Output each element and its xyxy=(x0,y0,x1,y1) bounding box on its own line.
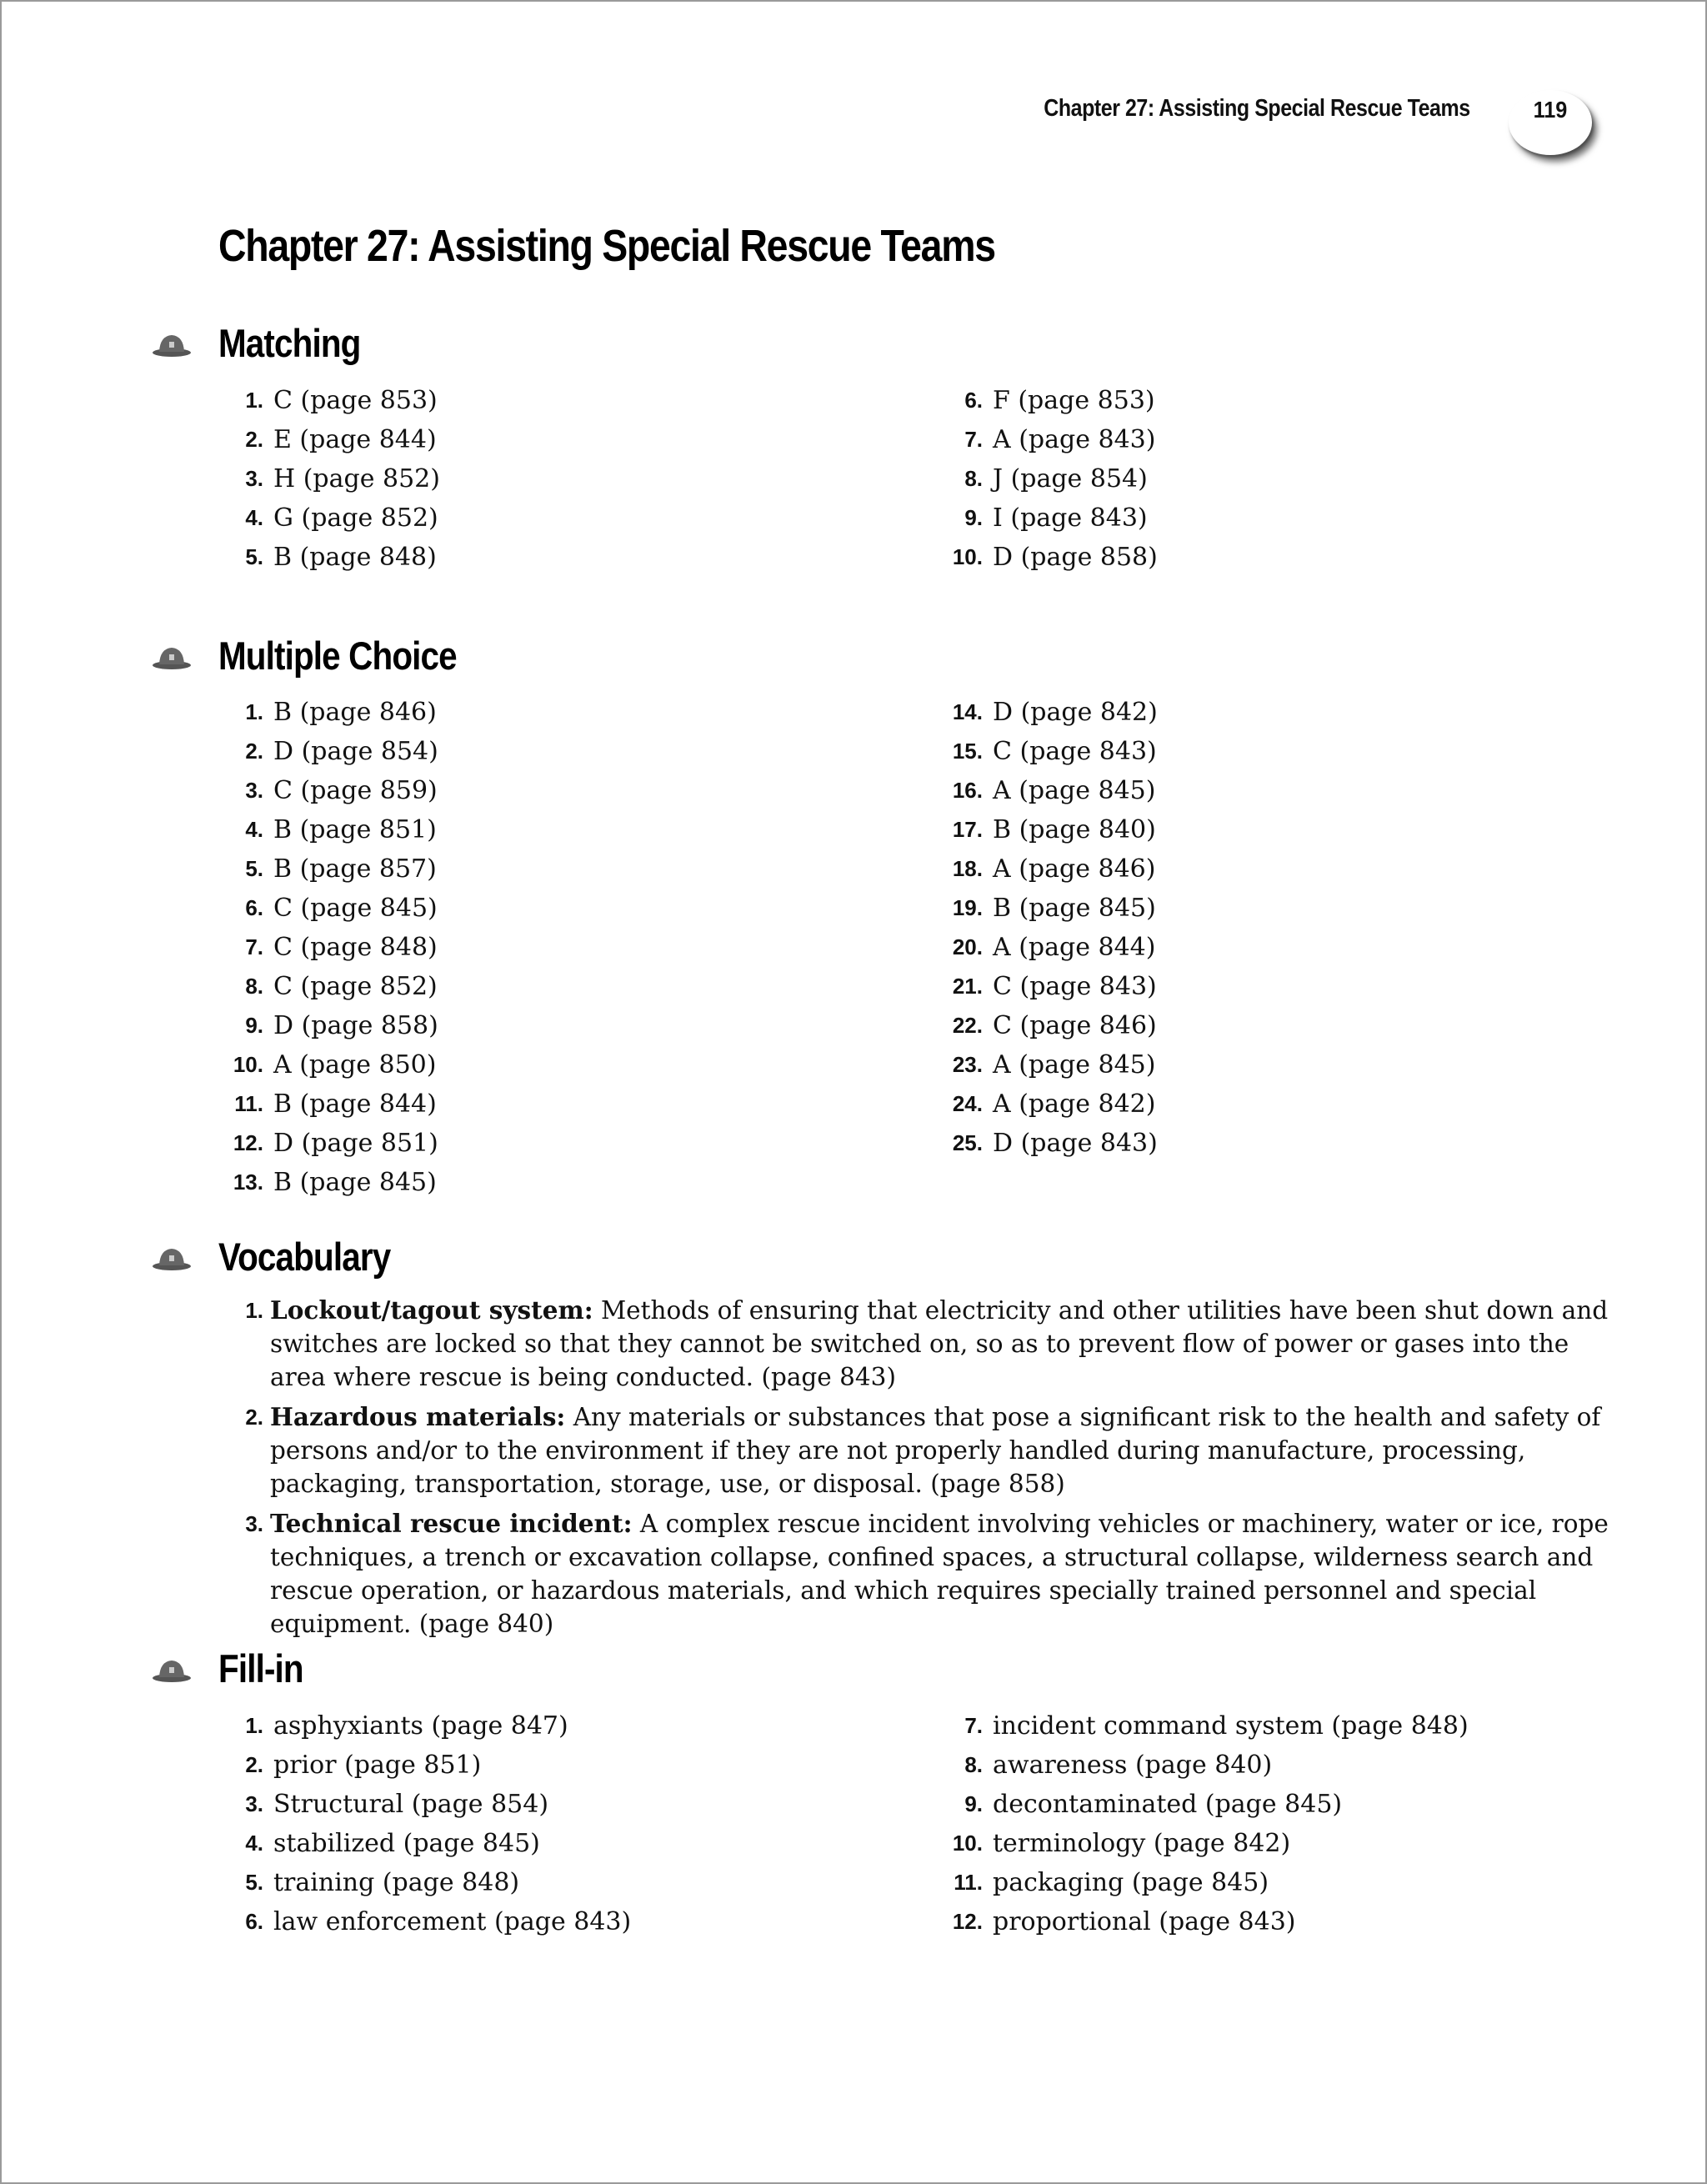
vocabulary-term: Hazardous materials: xyxy=(270,1402,566,1431)
item-number: 16. xyxy=(952,778,983,803)
vocabulary-definition: A complex rescue incident involving vehicles or machinery, water or ice, rope techniques, a trench or excavation collapse, confined spaces, a structural collapse, wilderness search and rescue operation, or hazardous materials, and which requires specially trained personnel and special equipment. (page 840) xyxy=(270,1510,1609,1638)
answer-item xyxy=(218,1785,631,1824)
answer-item xyxy=(938,1124,1158,1163)
vocabulary-definition: Methods of ensuring that electricity and other utilities have been shut down and switches are locked so that they cannot be switched on, so as to prevent flow of power or gases into the area where rescue is being conducted. (page 843) xyxy=(270,1296,1609,1391)
answer-text: proportional (page 843) xyxy=(993,1907,1296,1936)
fill-in-list-right xyxy=(938,1706,1469,1941)
answer-item xyxy=(938,420,1158,459)
answer-text: D (page 858) xyxy=(993,543,1158,572)
answer-text: J (page 854) xyxy=(993,464,1148,493)
answer-item xyxy=(218,810,438,849)
helmet-icon xyxy=(152,332,192,358)
vocabulary-term: Lockout/tagout system: xyxy=(270,1295,593,1325)
answer-item xyxy=(218,849,438,889)
answer-item xyxy=(218,538,440,577)
answer-text: B (page 844) xyxy=(273,1089,437,1119)
answer-text: B (page 848) xyxy=(273,543,437,572)
answer-item xyxy=(938,1902,1469,1941)
item-number: 9. xyxy=(245,1013,263,1038)
answer-text: A (page 842) xyxy=(993,1089,1156,1119)
helmet-icon xyxy=(152,1657,192,1684)
item-number: 12. xyxy=(233,1130,263,1155)
answer-text: stabilized (page 845) xyxy=(273,1829,540,1858)
answer-item xyxy=(938,1045,1158,1084)
answer-text: training (page 848) xyxy=(273,1868,520,1897)
answer-text: B (page 851) xyxy=(273,815,437,844)
answer-text: A (page 843) xyxy=(993,425,1156,454)
answer-text: C (page 845) xyxy=(273,894,438,923)
answer-item xyxy=(938,1746,1469,1785)
item-number: 3. xyxy=(245,466,263,491)
answer-item xyxy=(938,1785,1469,1824)
item-number: 1. xyxy=(245,388,263,413)
matching-list-left xyxy=(218,381,440,577)
item-number: 11. xyxy=(234,1091,263,1116)
answer-item xyxy=(218,381,440,420)
item-number: 22. xyxy=(952,1013,983,1038)
item-number: 11. xyxy=(954,1870,983,1895)
answer-item xyxy=(218,1824,631,1863)
answer-text: B (page 845) xyxy=(993,894,1156,923)
answer-item xyxy=(218,967,438,1006)
answer-item xyxy=(218,498,440,538)
answer-item xyxy=(218,928,438,967)
answer-item xyxy=(218,1006,438,1045)
item-number: 23. xyxy=(952,1052,983,1077)
answer-text: C (page 843) xyxy=(993,972,1157,1001)
answer-item xyxy=(938,889,1158,928)
item-number: 14. xyxy=(952,699,983,724)
item-number: 18. xyxy=(952,856,983,881)
answer-text: asphyxiants (page 847) xyxy=(273,1711,568,1741)
answer-item xyxy=(938,459,1158,498)
item-number: 8. xyxy=(245,974,263,999)
answer-item xyxy=(938,732,1158,771)
answer-item xyxy=(938,810,1158,849)
item-number: 8. xyxy=(964,1752,983,1777)
item-number: 5. xyxy=(245,856,263,881)
item-number: 8. xyxy=(964,466,983,491)
answer-item xyxy=(938,1084,1158,1124)
answer-item xyxy=(218,1045,438,1084)
chapter-title: Chapter 27: Assisting Special Rescue Teams xyxy=(218,221,995,271)
item-number: 3. xyxy=(245,1791,263,1816)
answer-text: C (page 843) xyxy=(993,737,1157,766)
item-number: 24. xyxy=(952,1091,983,1116)
answer-text: A (page 845) xyxy=(993,1050,1156,1079)
item-number: 10. xyxy=(952,544,983,569)
answer-text: H (page 852) xyxy=(273,464,440,493)
item-number: 3. xyxy=(245,1511,263,1536)
vocabulary-list xyxy=(218,1294,1619,1647)
item-number: 10. xyxy=(233,1052,263,1077)
item-number: 2. xyxy=(245,427,263,452)
answer-item xyxy=(938,1863,1469,1902)
answer-text: D (page 858) xyxy=(273,1011,438,1040)
answer-text: F (page 853) xyxy=(993,386,1155,415)
item-number: 6. xyxy=(245,1909,263,1934)
answer-text: E (page 844) xyxy=(273,425,437,454)
answer-text: G (page 852) xyxy=(273,503,438,533)
answer-text: C (page 853) xyxy=(273,386,438,415)
vocabulary-term: Technical rescue incident: xyxy=(270,1509,633,1538)
answer-text: C (page 848) xyxy=(273,933,438,962)
answer-item xyxy=(938,693,1158,732)
answer-text: prior (page 851) xyxy=(273,1751,482,1780)
answer-text: B (page 840) xyxy=(993,815,1156,844)
answer-text: A (page 850) xyxy=(273,1050,437,1079)
answer-item xyxy=(938,381,1158,420)
multiple-choice-list-left xyxy=(218,693,438,1202)
answer-text: B (page 857) xyxy=(273,854,437,884)
item-number: 19. xyxy=(952,895,983,920)
answer-item xyxy=(938,538,1158,577)
answer-text: I (page 843) xyxy=(993,503,1148,533)
answer-item xyxy=(938,771,1158,810)
item-number: 25. xyxy=(952,1130,983,1155)
item-number: 1. xyxy=(245,1713,263,1738)
item-number: 7. xyxy=(245,934,263,959)
answer-item xyxy=(938,928,1158,967)
answer-text: awareness (page 840) xyxy=(993,1751,1273,1780)
item-number: 2. xyxy=(245,1752,263,1777)
section-title: Matching xyxy=(218,321,361,365)
answer-item xyxy=(218,459,440,498)
item-number: 2. xyxy=(245,739,263,764)
item-number: 20. xyxy=(952,934,983,959)
section-title: Fill-in xyxy=(218,1646,303,1691)
section-title: Vocabulary xyxy=(218,1235,391,1279)
answer-text: D (page 842) xyxy=(993,698,1158,727)
item-number: 17. xyxy=(952,817,983,842)
item-number: 7. xyxy=(964,1713,983,1738)
helmet-icon xyxy=(152,1245,192,1272)
item-number: 4. xyxy=(245,505,263,530)
answer-item xyxy=(218,420,440,459)
answer-text: A (page 844) xyxy=(993,933,1156,962)
item-number: 1. xyxy=(245,699,263,724)
answer-item xyxy=(218,732,438,771)
answer-item xyxy=(218,1706,631,1746)
item-number: 12. xyxy=(952,1909,983,1934)
item-number: 2. xyxy=(245,1405,263,1430)
answer-text: C (page 852) xyxy=(273,972,438,1001)
answer-text: law enforcement (page 843) xyxy=(273,1907,632,1936)
answer-item xyxy=(218,693,438,732)
page-number: 119 xyxy=(1533,97,1568,123)
fill-in-list-left xyxy=(218,1706,631,1941)
item-number: 7. xyxy=(964,427,983,452)
answer-text: D (page 851) xyxy=(273,1129,438,1158)
answer-text: C (page 859) xyxy=(273,776,438,805)
vocabulary-definition: Any materials or substances that pose a significant risk to the health and safety of persons and/or to the environment if they are not properly handled during manufacture, processing, packaging, transportation, storage, use, or disposal. (page 858) xyxy=(270,1403,1601,1498)
answer-item xyxy=(218,1746,631,1785)
answer-item xyxy=(938,1006,1158,1045)
multiple-choice-list-right xyxy=(938,693,1158,1163)
item-number: 9. xyxy=(964,505,983,530)
vocabulary-item xyxy=(218,1507,1619,1641)
answer-item xyxy=(938,1824,1469,1863)
answer-item xyxy=(218,771,438,810)
answer-item xyxy=(218,889,438,928)
answer-text: incident command system (page 848) xyxy=(993,1711,1469,1741)
vocabulary-item xyxy=(218,1294,1619,1394)
item-number: 5. xyxy=(245,1870,263,1895)
item-number: 9. xyxy=(964,1791,983,1816)
item-number: 10. xyxy=(952,1831,983,1856)
answer-item xyxy=(938,967,1158,1006)
answer-item xyxy=(938,1706,1469,1746)
answer-item xyxy=(218,1863,631,1902)
answer-text: terminology (page 842) xyxy=(993,1829,1291,1858)
helmet-icon xyxy=(152,644,192,671)
answer-text: A (page 846) xyxy=(993,854,1156,884)
item-number: 6. xyxy=(964,388,983,413)
item-number: 15. xyxy=(952,739,983,764)
answer-text: D (page 854) xyxy=(273,737,438,766)
answer-text: C (page 846) xyxy=(993,1011,1157,1040)
answer-text: decontaminated (page 845) xyxy=(993,1790,1343,1819)
item-number: 5. xyxy=(245,544,263,569)
running-head: Chapter 27: Assisting Special Rescue Teams xyxy=(1044,95,1470,122)
answer-item xyxy=(938,849,1158,889)
item-number: 6. xyxy=(245,895,263,920)
item-number: 13. xyxy=(233,1170,263,1195)
answer-text: packaging (page 845) xyxy=(993,1868,1269,1897)
answer-text: A (page 845) xyxy=(993,776,1156,805)
item-number: 21. xyxy=(952,974,983,999)
item-number: 4. xyxy=(245,1831,263,1856)
item-number: 4. xyxy=(245,817,263,842)
answer-text: Structural (page 854) xyxy=(273,1790,549,1819)
answer-item xyxy=(218,1163,438,1202)
answer-text: B (page 846) xyxy=(273,698,437,727)
vocabulary-item xyxy=(218,1400,1619,1500)
answer-text: B (page 845) xyxy=(273,1168,437,1197)
section-title: Multiple Choice xyxy=(218,634,457,678)
matching-list-right xyxy=(938,381,1158,577)
item-number: 1. xyxy=(245,1298,263,1323)
answer-item xyxy=(218,1124,438,1163)
answer-item xyxy=(218,1084,438,1124)
answer-text: D (page 843) xyxy=(993,1129,1158,1158)
answer-item xyxy=(938,498,1158,538)
answer-item xyxy=(218,1902,631,1941)
item-number: 3. xyxy=(245,778,263,803)
